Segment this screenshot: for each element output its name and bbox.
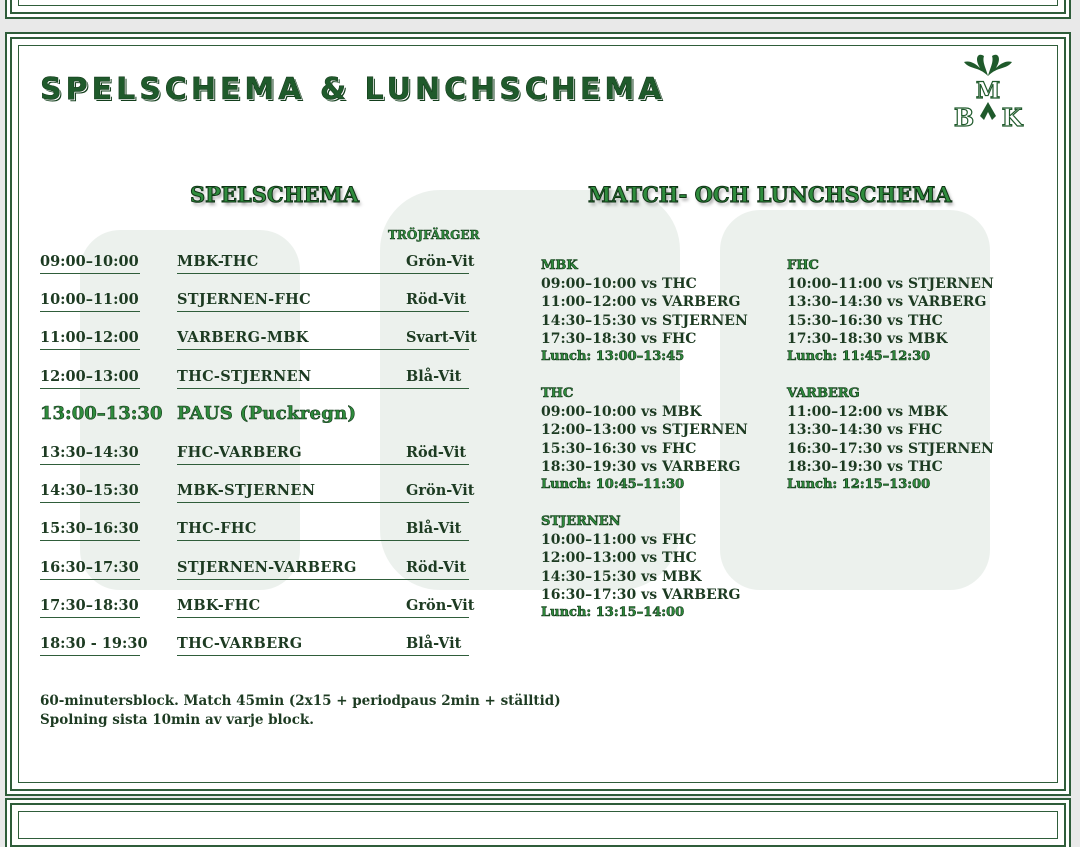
team-game: 16:30–17:30 vs VARBERG [541,586,741,603]
previous-page [10,0,1066,14]
row-match: STJERNEN-FHC [177,291,311,309]
team-game: 17:30–18:30 vs MBK [787,330,948,347]
schedule-row [40,629,480,667]
team-game: 15:30–16:30 vs THC [787,312,943,329]
team-game: 16:30–17:30 vs STJERNEN [787,440,994,457]
row-colors: Grön-Vit [406,253,475,270]
team-game: 18:30–19:30 vs VARBERG [541,458,741,475]
team-game: 13:30–14:30 vs FHC [787,422,943,439]
team-lunch: Lunch: 11:45–12:30 [787,349,931,365]
team-game: 15:30–16:30 vs FHC [541,440,697,457]
row-colors: Röd-Vit [406,558,467,576]
team-game: 13:30–14:30 vs VARBERG [787,294,987,311]
row-match: PAUS (Puckregn) [177,402,357,424]
team-game: 09:00–10:00 vs THC [541,276,697,293]
schedule-row [40,476,480,514]
footnote-line-2: Spolning sista 10min av varje block. [40,712,314,728]
team-name: STJERNEN [541,514,621,529]
left-heading: SPELSCHEMA [190,182,359,207]
schedule-row [40,323,480,361]
team-block-fhc [787,257,994,366]
row-colors: Svart-Vit [406,329,477,347]
row-time: 10:00–11:00 [40,291,139,309]
schedule-row [40,362,480,400]
team-name: MBK [541,258,578,273]
team-block-mbk [541,257,748,366]
row-time: 18:30 - 19:30 [40,634,148,652]
schedule-row [40,514,480,552]
team-game: 11:00–12:00 vs VARBERG [541,294,741,311]
row-colors: Grön-Vit [406,482,475,500]
team-name: VARBERG [787,386,860,401]
row-time: 13:30–14:30 [40,443,139,461]
row-match: THC-VARBERG [177,634,303,652]
row-colors: Blå-Vit [406,520,462,538]
team-game: 18:30–19:30 vs THC [787,458,943,475]
team-game: 14:30–15:30 vs STJERNEN [541,312,748,329]
row-time: 17:30–18:30 [40,596,139,614]
footnote-line-1: 60-minutersblock. Match 45min (2x15 + periodpaus 2min + ställtid) [40,693,561,709]
svg-text:M: M [975,78,1001,104]
schedule-row [40,591,480,629]
team-game: 14:30–15:30 vs MBK [541,568,702,585]
row-colors: Blå-Vit [406,367,462,385]
row-match: STJERNEN-VARBERG [177,558,357,576]
team-name: THC [541,386,574,401]
svg-text:B: B [953,103,975,132]
next-page [10,803,1066,847]
row-time: 16:30–17:30 [40,558,139,576]
team-block-stjernen [541,513,740,622]
team-block-varberg [787,385,994,494]
row-match: FHC-VARBERG [177,443,302,461]
schedule-row [40,438,480,476]
row-time: 15:30–16:30 [40,520,139,538]
schedule-row [40,285,480,323]
schedule-row [40,247,480,285]
team-lunch: Lunch: 13:15–14:00 [541,605,685,621]
svg-text:K: K [1001,103,1023,132]
row-match: MBK-FHC [177,596,261,614]
row-match: VARBERG-MBK [177,329,309,347]
page-title: SPELSCHEMA & LUNCHSCHEMA [40,72,666,107]
row-match: THC-FHC [177,520,257,538]
team-game: 12:00–13:00 vs STJERNEN [541,422,748,439]
row-match: THC-STJERNEN [177,367,312,385]
row-time: 14:30–15:30 [40,482,139,500]
row-colors: Röd-Vit [406,443,467,461]
row-match: MBK-STJERNEN [177,482,316,500]
colors-heading: TRÖJFÄRGER [388,228,480,242]
team-game: 10:00–11:00 vs STJERNEN [787,276,994,293]
row-colors: Grön-Vit [406,596,475,614]
schedule-row [40,553,480,591]
team-game: 11:00–12:00 vs MBK [787,404,948,421]
team-lunch: Lunch: 13:00–13:45 [541,349,685,365]
row-colors: Röd-Vit [406,291,467,309]
right-heading: MATCH- OCH LUNCHSCHEMA [588,182,952,207]
row-time: 09:00–10:00 [40,253,139,270]
team-game: 17:30–18:30 vs FHC [541,330,697,347]
row-match: MBK-THC [177,253,259,270]
team-lunch: Lunch: 12:15–13:00 [787,477,931,493]
row-colors: Blå-Vit [406,634,462,652]
footnote [40,692,561,730]
game-schedule [40,247,480,667]
team-lunch: Lunch: 10:45–11:30 [541,477,685,493]
team-block-thc [541,385,748,494]
team-name: FHC [787,258,819,273]
row-time: 11:00–12:00 [40,329,139,347]
schedule-row-pause [40,400,480,438]
row-time: 12:00–13:00 [40,367,139,385]
row-time: 13:00–13:30 [40,402,163,424]
team-game: 12:00–13:00 vs THC [541,550,697,567]
club-logo [950,46,1026,146]
team-game: 09:00–10:00 vs MBK [541,404,702,421]
team-game: 10:00–11:00 vs FHC [541,532,697,549]
